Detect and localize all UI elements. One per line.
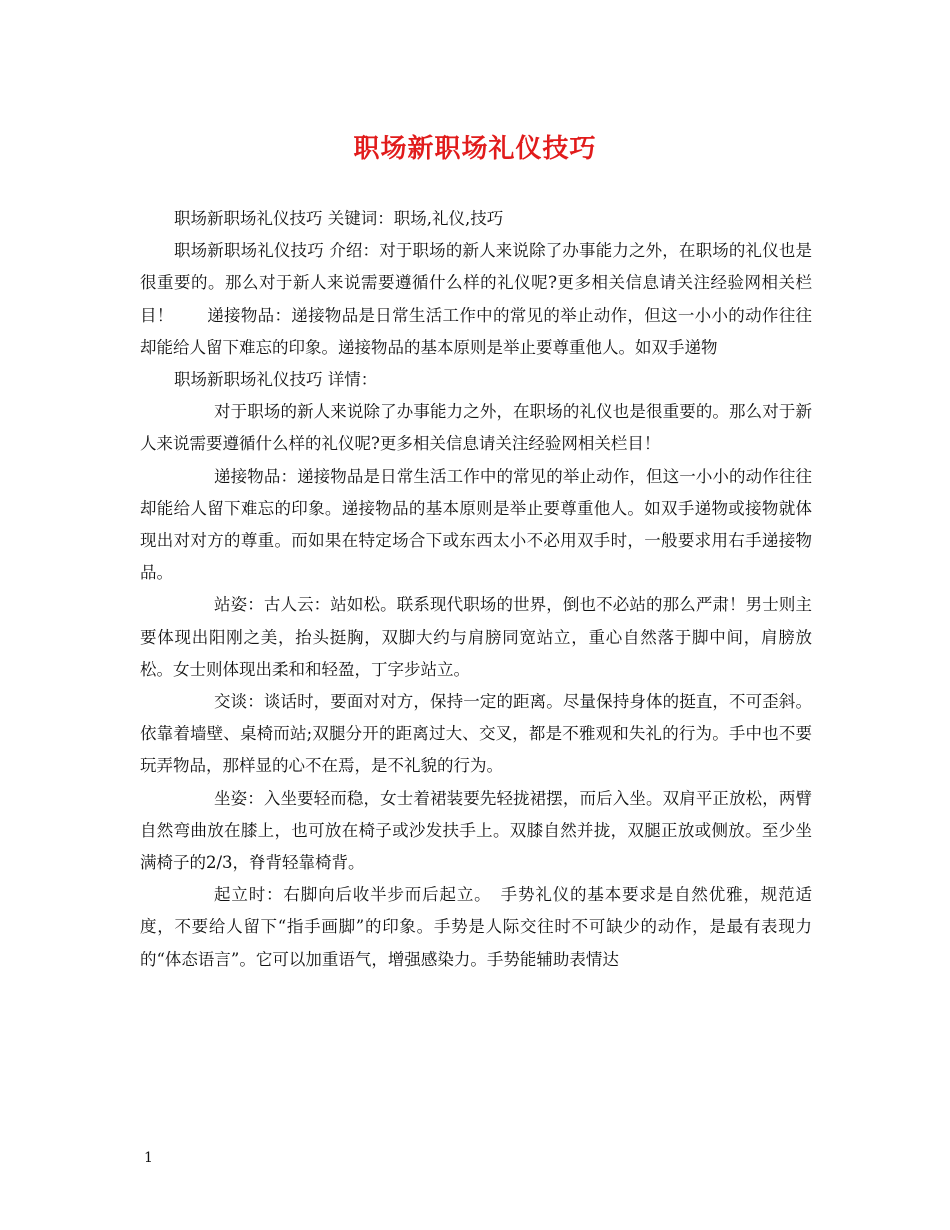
- page-title: 职场新职场礼仪技巧: [353, 134, 597, 164]
- body-paragraph-sitting: 坐姿：入坐要轻而稳，女士着裙装要先轻拢裙摆，而后入坐。双肩平正放松，两臂自然弯曲放在膝上，也可放在椅子或沙发扶手上。双膝自然并拢，双腿正放或侧放。至少坐满椅子的2/3，脊背轻靠椅背。: [140, 788, 812, 873]
- body-paragraph-conversation: 交谈：谈话时，要面对对方，保持一定的距离。尽量保持身体的挺直，不可歪斜。依靠着墙壁、桌椅而站;双腿分开的距离过大、交叉，都是不雅观和失礼的行为。手中也不要玩弄物品，那样显的心不在焉，是不礼貌的行为。: [140, 692, 812, 776]
- details-heading: 职场新职场礼仪技巧 详情：: [174, 370, 378, 390]
- body-paragraph-standing-up: 起立时：右脚向后收半步而后起立。 手势礼仪的基本要求是自然优雅，规范适度，不要给人留下“指手画脚”的印象。手势是人际交往时不可缺少的动作，是最有表现力的“体态语言”。它可以加重语气，增强感染力。手势能辅助表情达: [140, 885, 812, 969]
- body-paragraph-handing-items: 递接物品：递接物品是日常生活工作中的常见的举止动作，但这一小小的动作往往却能给人留下难忘的印象。递接物品的基本原则是举止要尊重他人。如双手递物或接物就体现出对对方的尊重。而如果在特定场合下或东西太小不必用双手时，一般要求用右手递接物品。: [140, 466, 812, 583]
- document-body: [140, 203, 812, 976]
- keywords-paragraph: 职场新职场礼仪技巧 关键词：职场,礼仪,技巧: [174, 209, 504, 228]
- body-paragraph-newcomer: 对于职场的新人来说除了办事能力之外，在职场的礼仪也是很重要的。那么对于新人来说需要遵循什么样的礼仪呢?更多相关信息请关注经验网相关栏目！: [140, 402, 812, 454]
- body-paragraph-standing: 站姿：古人云：站如松。联系现代职场的世界，倒也不必站的那么严肃！男士则主要体现出阳刚之美，抬头挺胸，双脚大约与肩膀同宽站立，重心自然落于脚中间，肩膀放松。女士则体现出柔和和轻盈，丁字步站立。: [140, 595, 812, 679]
- page-number: 1: [144, 1150, 153, 1166]
- intro-paragraph: 职场新职场礼仪技巧 介绍：对于职场的新人来说除了办事能力之外，在职场的礼仪也是很重要的。那么对于新人来说需要遵循什么样的礼仪呢?更多相关信息请关注经验网相关栏目！ 递接物品：递接物品是日常生活工作中的常见的举止动作，但这一小小的动作往往却能给人留下难忘的印象。递接物品的基本原则是举止要尊重他人。如双手递物: [140, 241, 812, 357]
